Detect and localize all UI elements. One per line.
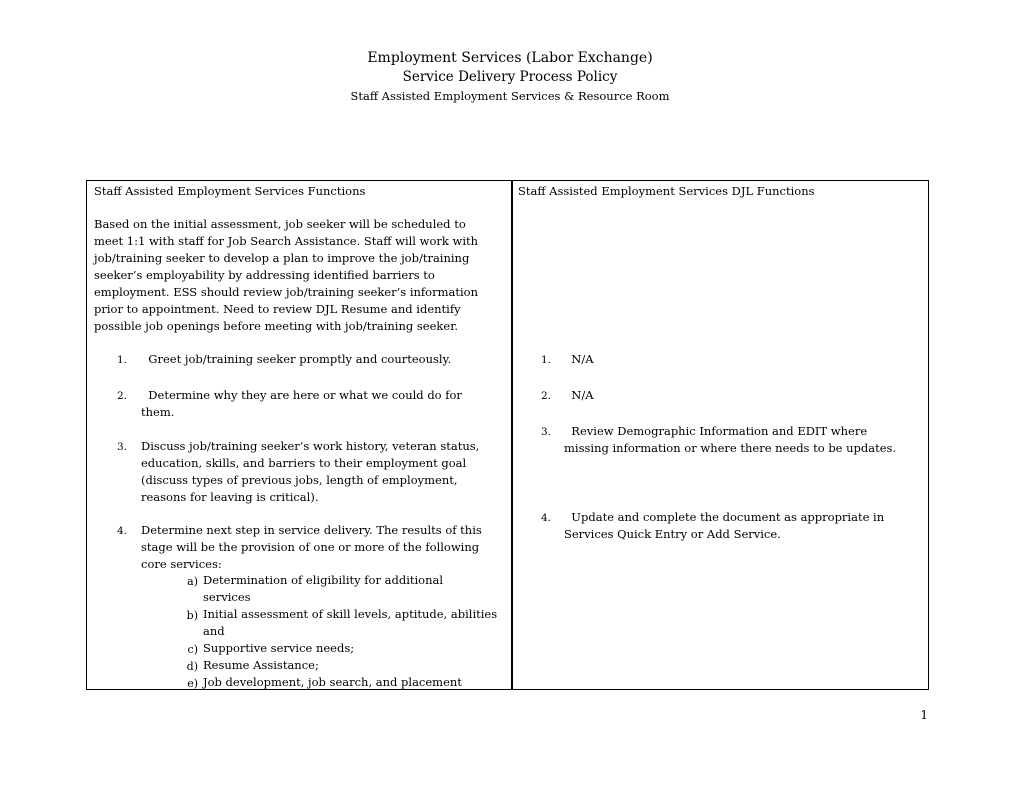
- left-item-text: (discuss types of previous jobs, length of employment,: [141, 473, 458, 487]
- right-item-text: missing information or where there needs to be updates.: [564, 441, 897, 455]
- left-item-text: Determine next step in service delivery. The results of this: [141, 523, 482, 537]
- left-item-text: reasons for leaving is critical).: [141, 490, 319, 504]
- left-item-number: 4.: [117, 525, 128, 537]
- sub-item-letter: d): [186, 660, 198, 673]
- left-item-text: education, skills, and barriers to their employment goal: [141, 456, 467, 470]
- left-item-text: Discuss job/training seeker’s work history, veteran status,: [141, 439, 480, 453]
- sub-item-letter: a): [187, 575, 198, 588]
- right-column-heading: Staff Assisted Employment Services DJL Functions: [518, 184, 815, 198]
- left-intro-line: employment. ESS should review job/training seeker’s information: [94, 285, 478, 299]
- left-item-number: 2.: [117, 390, 128, 402]
- sub-item-text: and: [203, 624, 225, 638]
- sub-item-text: Initial assessment of skill levels, aptitude, abilities: [203, 607, 498, 621]
- functions-table: [86, 180, 929, 690]
- right-item-number: 1.: [541, 354, 552, 366]
- left-item-number: 1.: [117, 354, 128, 366]
- sub-item-text: Determination of eligibility for additional: [203, 573, 444, 587]
- document-subtitle: Service Delivery Process Policy: [402, 69, 618, 85]
- left-item-text: Determine why they are here or what we could do for: [141, 388, 462, 402]
- sub-item-text: Resume Assistance;: [203, 658, 319, 672]
- sub-item-text: Supportive service needs;: [203, 641, 355, 655]
- document-subsubtitle: Staff Assisted Employment Services & Resource Room: [350, 89, 670, 103]
- left-item-text: stage will be the provision of one or more of the following: [141, 540, 480, 554]
- right-item-text: Update and complete the document as appropriate in: [564, 510, 885, 524]
- document-title: Employment Services (Labor Exchange): [367, 50, 653, 66]
- right-item-text: N/A: [564, 388, 594, 402]
- left-intro-line: job/training seeker to develop a plan to improve the job/training: [94, 251, 470, 265]
- column-divider: [511, 181, 513, 689]
- left-item-text: them.: [141, 405, 175, 419]
- left-intro-line: seeker’s employability by addressing identified barriers to: [94, 268, 435, 282]
- right-item-text: Services Quick Entry or Add Service.: [564, 527, 781, 541]
- right-item-number: 3.: [541, 426, 552, 438]
- left-column-heading: Staff Assisted Employment Services Functions: [94, 184, 366, 198]
- right-item-number: 4.: [541, 512, 552, 524]
- sub-item-letter: e): [187, 677, 198, 690]
- page-number: 1: [920, 708, 928, 722]
- sub-item-text: Job development, job search, and placement: [203, 675, 462, 689]
- left-item-text: Greet job/training seeker promptly and courteously.: [141, 352, 452, 366]
- sub-item-letter: c): [187, 643, 198, 656]
- right-item-number: 2.: [541, 390, 552, 402]
- document-header: [0, 48, 1020, 105]
- left-intro-line: possible job openings before meeting with job/training seeker.: [94, 319, 459, 333]
- right-item-text: N/A: [564, 352, 594, 366]
- left-item-text: core services:: [141, 557, 222, 571]
- sub-item-text: services: [203, 590, 251, 604]
- left-intro-line: Based on the initial assessment, job seeker will be scheduled to: [94, 217, 466, 231]
- left-intro-line: meet 1:1 with staff for Job Search Assistance. Staff will work with: [94, 234, 479, 248]
- right-item-text: Review Demographic Information and EDIT where: [564, 424, 868, 438]
- left-item-number: 3.: [117, 441, 128, 453]
- sub-item-letter: b): [186, 609, 198, 622]
- left-intro-line: prior to appointment. Need to review DJL Resume and identify: [94, 302, 461, 316]
